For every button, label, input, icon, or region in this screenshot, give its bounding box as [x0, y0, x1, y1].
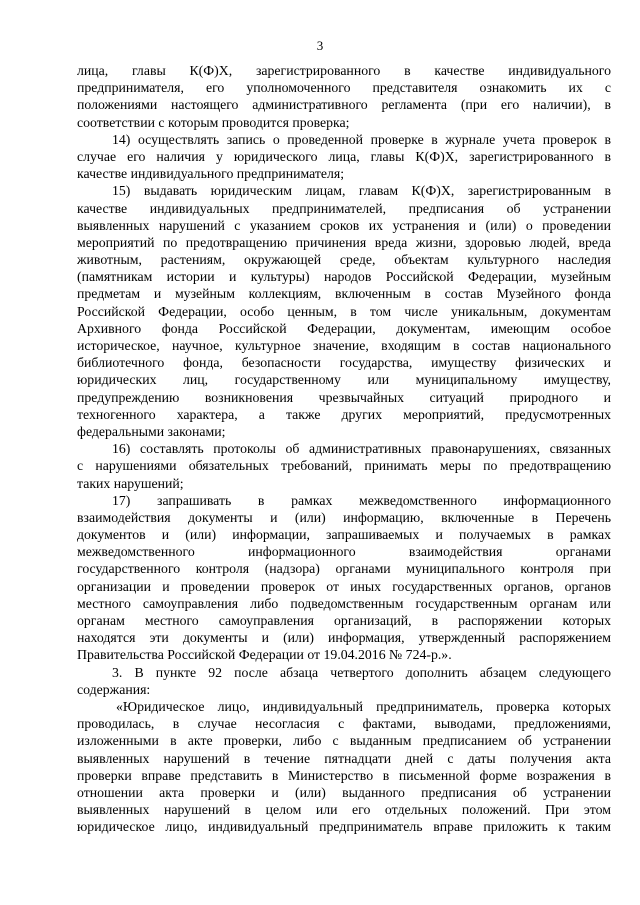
- text-line: «Юридическое лицо, индивидуальный предприниматель, проверка которых: [116, 698, 611, 714]
- text-line: мероприятий по предотвращению причинения вреда жизни, здоровью людей, вреда: [77, 234, 611, 250]
- text-line: содержания:: [77, 681, 151, 697]
- text-line: положениями настоящего административного регламента (при его наличии), в: [77, 97, 611, 113]
- text-line: межведомственного информационного взаимодействия органами: [77, 544, 611, 560]
- text-line: предпринимателя, его уполномоченного представителя ознакомить их с: [77, 80, 611, 96]
- text-line: качестве индивидуального предпринимателя;: [77, 166, 345, 182]
- text-line: организации и проведении проверок от иных государственных органов, органов: [77, 578, 611, 594]
- text-line: выявленных нарушений в целом или его отдельных положений. При этом: [77, 802, 611, 818]
- text-line: изложенными в акте проверки, либо с выданным предписанием об устранении: [77, 733, 611, 749]
- text-line: с нарушениями обязательных требований, принимать меры по предотвращению: [77, 458, 611, 474]
- text-line: 17) запрашивать в рамках межведомственного информационного: [112, 492, 611, 508]
- text-line: местного самоуправления либо подведомственным государственным органам или: [77, 595, 611, 611]
- text-line: федеральными законами;: [77, 423, 226, 439]
- text-line: Российской Федерации, особо ценным, в том числе уникальным, документам: [77, 303, 611, 319]
- text-line: техногенного характера, а также других мероприятий, предусмотренных: [77, 406, 611, 422]
- text-line: находятся эти документы и (или) информация, утвержденный распоряжением: [77, 630, 611, 646]
- text-line: животным, растениям, окружающей среде, объектам культурного наследия: [77, 252, 611, 268]
- text-line: соответствии с которым проводится проверка;: [77, 114, 350, 130]
- text-line: библиотечного фонда, безопасности государства, имуществу физических и: [77, 355, 611, 371]
- text-line: Правительства Российской Федерации от 19.04.2016 № 724-р.».: [77, 647, 452, 663]
- text-line: лица, главы К(Ф)Х, зарегистрированного в качестве индивидуального: [77, 63, 611, 78]
- text-line: 15) выдавать юридическим лицам, главам К(Ф)Х, зарегистрированным в: [112, 183, 611, 199]
- text-line: 16) составлять протоколы об административных правонарушениях, связанных: [112, 441, 611, 457]
- text-line: проверки вправе представить в Министерство в письменной форме возражения в: [77, 767, 611, 783]
- text-line: документов и (или) информации, запрашиваемых и получаемых в рамках: [77, 527, 611, 543]
- text-line: случае его наличия у юридического лица, главы К(Ф)Х, зарегистрированного в: [77, 148, 611, 164]
- text-line: государственного контроля (надзора) органами муниципального контроля при: [77, 561, 611, 577]
- text-line: таких нарушений;: [77, 475, 184, 491]
- text-line: (памятникам истории и культуры) народов Российской Федерации, музейным: [77, 269, 611, 285]
- text-line: юридическое лицо, индивидуальный предприниматель вправе приложить к таким: [77, 819, 611, 835]
- text-line: предметам и музейным коллекциям, включенным в состав Музейного фонда: [77, 286, 611, 302]
- text-line: отношении акта проверки и (или) выданного предписания об устранении: [77, 784, 611, 800]
- text-line: проводилась, в случае несогласия с фактами, выводами, предложениями,: [77, 716, 611, 732]
- text-line: предупреждению возникновения чрезвычайных ситуаций природного и: [77, 389, 611, 405]
- text-line: 14) осуществлять запись о проведенной проверке в журнале учета проверок в: [112, 131, 611, 147]
- text-line: взаимодействия документы и (или) информацию, включенные в Перечень: [77, 509, 611, 525]
- document-body: [77, 62, 611, 835]
- text-line: историческое, научное, культурное значение, входящим в состав национального: [77, 338, 611, 353]
- text-line: выявленных нарушений в течение пятнадцати дней с даты получения акта: [77, 750, 611, 766]
- text-line: юридических лиц, государственному или муниципальному имуществу,: [77, 372, 611, 388]
- text-line: качестве индивидуальных предпринимателей, предписания об устранении: [77, 200, 611, 216]
- text-line: выявленных нарушений с указанием сроков их устранения и (или) о проведении: [77, 217, 611, 233]
- page-number: 3: [316, 38, 324, 53]
- text-line: 3. В пункте 92 после абзаца четвертого дополнить абзацем следующего: [112, 664, 611, 680]
- text-line: Архивного фонда Российской Федерации, документам, имеющим особое: [77, 320, 611, 336]
- text-line: органам местного самоуправления организаций, в распоряжении которых: [77, 613, 611, 628]
